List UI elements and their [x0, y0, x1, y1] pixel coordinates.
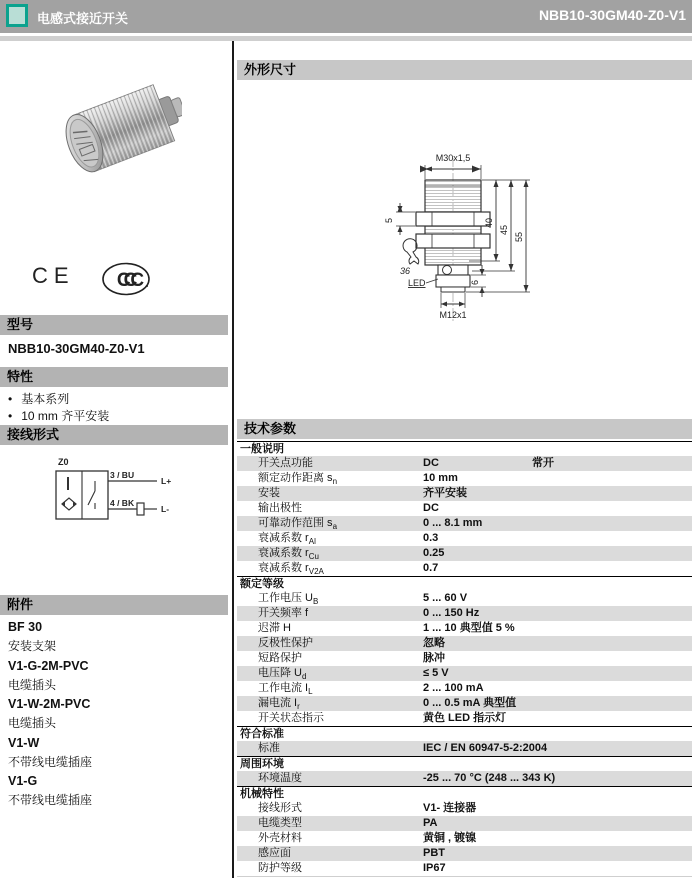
spec-value: IP67 — [423, 862, 446, 874]
dim-label-40: 40 — [484, 217, 494, 228]
table-bottom-rule — [237, 876, 692, 877]
led-label: LED — [408, 278, 426, 288]
product-photo — [42, 72, 182, 192]
spec-row — [237, 846, 692, 861]
accessory-description: 不带线电缆插座 — [8, 754, 93, 769]
wire-bottom-label: 4 / BK — [110, 498, 135, 508]
spec-label: 可靠动作范围 $s_a$ — [258, 517, 338, 532]
spec-label: 额定动作距离 $s_n$ — [258, 472, 338, 487]
spec-label: 接线形式 — [258, 802, 302, 814]
spec-row — [237, 621, 692, 636]
spec-value: ≤ 5 V — [423, 667, 449, 679]
accessory-list — [8, 618, 92, 811]
spec-value: 1 ... 10 典型值 5 % — [423, 622, 515, 634]
spec-row — [237, 651, 692, 666]
accessory-description: 安装支架 — [8, 639, 57, 653]
spec-value: 黄色 LED 指示灯 — [423, 712, 507, 724]
spec-row — [237, 516, 692, 531]
spec-value: 0 ... 150 Hz — [423, 607, 480, 619]
spec-value: 脉冲 — [423, 652, 445, 664]
spec-value: 0.3 — [423, 532, 439, 544]
spec-label: 外壳材料 — [258, 832, 302, 844]
dim-label-6: 6 — [470, 279, 480, 285]
wrench-icon — [403, 239, 419, 264]
spec-value: DC — [423, 457, 439, 469]
spec-row — [237, 486, 692, 501]
spec-row — [237, 636, 692, 651]
spec-label: 安装 — [258, 487, 280, 499]
brand-square-icon — [6, 4, 28, 27]
spec-label: 电压降 $U_d$ — [258, 667, 307, 682]
spec-label: 标准 — [258, 742, 280, 754]
ccc-mark — [100, 260, 154, 300]
section-header-accessories: 附件 — [0, 595, 228, 615]
feature-item: • 10 mm 齐平安装 — [8, 408, 109, 425]
spec-label: 电缆类型 — [258, 817, 302, 829]
accessory-description: 不带线电缆插座 — [8, 793, 93, 807]
spec-row — [237, 561, 692, 576]
spec-label: 衰减系数 $r_{Al}$ — [258, 532, 316, 547]
spec-row — [237, 681, 692, 696]
spec-value: DC — [423, 502, 439, 514]
header-bar — [0, 0, 692, 33]
dim-label-5: 5 — [384, 217, 394, 223]
spec-section-header: 一般说明 — [237, 441, 692, 456]
accessory-name: V1-W — [8, 735, 40, 750]
spec-table — [237, 441, 692, 876]
spec-value: -25 ... 70 °C (248 ... 343 K) — [423, 772, 556, 784]
section-header-specs: 技术参数 — [237, 419, 692, 439]
spec-section-header: 额定等级 — [237, 576, 692, 591]
spec-label: 工作电压 $U_B$ — [258, 592, 319, 607]
spec-label: 漏电流 $I_r$ — [258, 697, 300, 712]
spec-row — [237, 711, 692, 726]
page-title: 电感式接近开关 — [37, 11, 129, 26]
spec-row — [237, 606, 692, 621]
spec-label: 开关点功能 — [258, 457, 313, 469]
spec-row — [237, 831, 692, 846]
spec-row — [237, 591, 692, 606]
spec-row — [237, 801, 692, 816]
section-header-connection: 接线形式 — [0, 425, 228, 445]
spec-row — [237, 696, 692, 711]
dim-label-55: 55 — [514, 231, 524, 242]
accessory-name: V1-G-2M-PVC — [8, 658, 89, 673]
spec-row — [237, 546, 692, 561]
accessory-description: 电缆插头 — [8, 677, 57, 692]
model-number: NBB10-30GM40-Z0-V1 — [8, 341, 145, 356]
spec-label: 环境温度 — [258, 772, 302, 784]
spec-row — [237, 816, 692, 831]
dim-label-45: 45 — [499, 224, 509, 235]
dimension-drawing — [378, 150, 562, 330]
accessory-name: BF 30 — [8, 620, 43, 634]
accessory-name: V1-G — [8, 774, 38, 788]
spec-value: 2 ... 100 mA — [423, 682, 484, 694]
spec-label: 防护等级 — [258, 862, 302, 874]
spec-row — [237, 501, 692, 516]
spec-row — [237, 741, 692, 756]
spec-label: 迟滞 H — [258, 622, 291, 634]
spec-value: V1- 连接器 — [423, 802, 477, 814]
spec-value: 5 ... 60 V — [423, 592, 468, 604]
dim-label-36: 36 — [400, 266, 411, 276]
wiring-diagram — [53, 453, 179, 533]
spec-value: 0 ... 8.1 mm — [423, 517, 483, 529]
wire-top-label: 3 / BU — [110, 470, 135, 480]
terminal-minus-label: L- — [161, 504, 170, 514]
spec-row — [237, 471, 692, 486]
spec-value: 0.7 — [423, 562, 439, 574]
dim-label-m30: M30x1,5 — [435, 153, 471, 163]
spec-value: IEC / EN 60947-5-2:2004 — [423, 742, 548, 754]
spec-label: 感应面 — [258, 847, 291, 859]
spec-label: 工作电流 $I_L$ — [258, 682, 313, 697]
spec-value: 0.25 — [423, 547, 445, 559]
spec-row — [237, 531, 692, 546]
spec-value: PA — [423, 817, 438, 829]
ccc-mark-text: CCC — [116, 270, 138, 291]
spec-row — [237, 771, 692, 786]
spec-section-header: 周围环境 — [237, 756, 692, 771]
spec-section-header: 机械特性 — [237, 786, 692, 801]
spec-value-secondary: 常开 — [532, 457, 554, 469]
header-model-number: NBB10-30GM40-Z0-V1 — [538, 7, 686, 23]
dim-label-m12: M12x1 — [439, 310, 467, 320]
spec-value: 黄铜 , 镀镍 — [423, 832, 477, 844]
accessory-description: 电缆插头 — [8, 716, 57, 730]
spec-row — [237, 456, 692, 471]
terminal-plus-label: L+ — [161, 476, 172, 486]
spec-label: 短路保护 — [258, 652, 302, 664]
accessory-name: V1-W-2M-PVC — [8, 697, 91, 711]
spec-label: 输出极性 — [258, 502, 302, 514]
spec-value: 10 mm — [423, 472, 458, 484]
spec-value: 0 ... 0.5 mA 典型值 — [423, 697, 517, 709]
feature-list — [8, 391, 109, 425]
spec-row — [237, 666, 692, 681]
column-divider — [232, 41, 234, 878]
wiring-variant-label: Z0 — [58, 457, 69, 467]
spec-label: 衰减系数 $r_{V2A}$ — [258, 562, 324, 577]
spec-label: 反极性保护 — [258, 637, 313, 649]
ce-mark: CE — [32, 263, 75, 288]
spec-label: 开关状态指示 — [258, 712, 324, 724]
spec-value: 忽略 — [423, 637, 445, 649]
feature-item: • 基本系列 — [8, 391, 109, 408]
spec-row — [237, 861, 692, 876]
section-header-features: 特性 — [0, 367, 228, 387]
spec-value: 齐平安装 — [423, 487, 467, 499]
spec-section-header: 符合标准 — [237, 726, 692, 741]
spec-value: PBT — [423, 847, 445, 859]
header-underline — [0, 36, 692, 41]
spec-label: 衰减系数 $r_{Cu}$ — [258, 547, 319, 562]
section-header-dimensions: 外形尺寸 — [237, 60, 692, 80]
section-header-model: 型号 — [0, 315, 228, 335]
spec-label: 开关频率 f — [258, 607, 309, 619]
